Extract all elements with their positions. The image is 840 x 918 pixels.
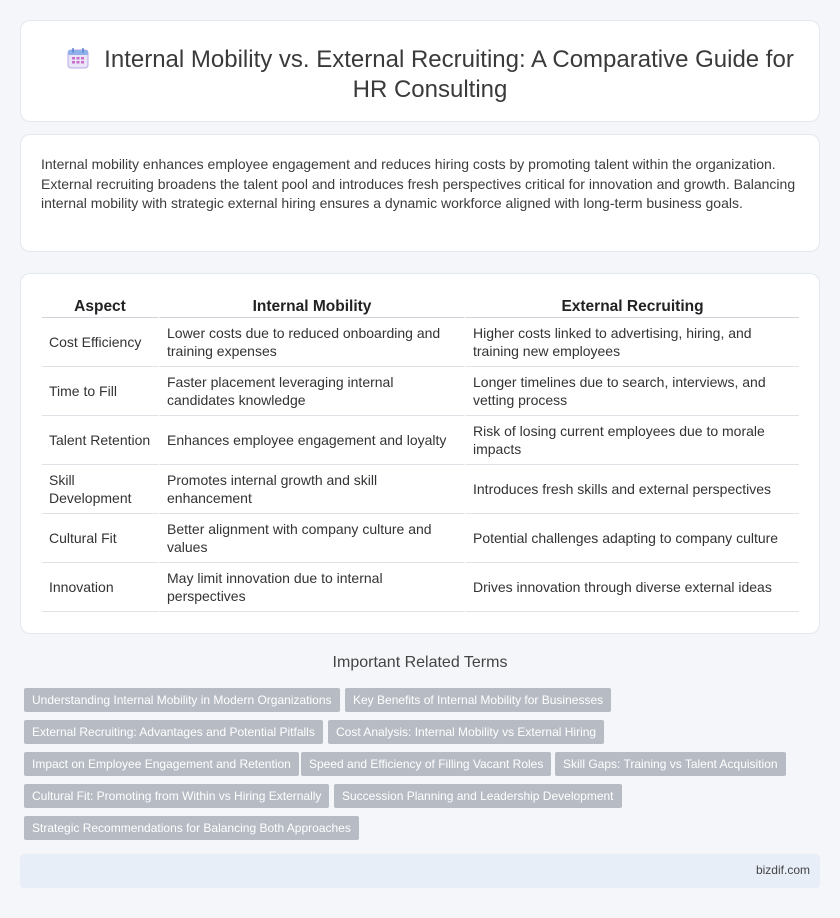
table-row [42,563,799,612]
cell-external: Risk of losing current employees due to morale impacts [464,416,799,465]
cell-external: Higher costs linked to advertising, hiring, and training new employees [464,318,799,367]
related-term-link[interactable]: Succession Planning and Leadership Development [334,784,622,808]
table-row [42,465,799,514]
calendar-icon [66,46,90,70]
cell-external: Potential challenges adapting to company culture [464,514,799,563]
cell-aspect: Talent Retention [42,416,158,465]
table-row [42,514,799,563]
cell-internal: May limit innovation due to internal perspectives [158,563,464,612]
related-term-link[interactable]: Impact on Employee Engagement and Retention [24,752,299,776]
cell-external: Introduces fresh skills and external perspectives [464,465,799,514]
footer [20,854,820,888]
related-term-link[interactable]: External Recruiting: Advantages and Potential Pitfalls [24,720,323,744]
header-internal: Internal Mobility [158,296,464,318]
related-terms-title: Important Related Terms [332,654,508,671]
related-term-link[interactable]: Key Benefits of Internal Mobility for Businesses [345,688,611,712]
comparison-card [20,273,820,634]
cell-internal: Lower costs due to reduced onboarding and training expenses [158,318,464,367]
header-card [20,20,820,122]
cell-external: Longer timelines due to search, interviews, and vetting process [464,367,799,416]
cell-internal: Faster placement leveraging internal candidates knowledge [158,367,464,416]
related-term-link[interactable]: Cultural Fit: Promoting from Within vs Hiring Externally [24,784,329,808]
table-row [42,416,799,465]
header-aspect: Aspect [42,296,158,318]
related-term-link[interactable]: Strategic Recommendations for Balancing Both Approaches [24,816,359,840]
cell-external: Drives innovation through diverse external ideas [464,563,799,612]
cell-aspect: Cultural Fit [42,514,158,563]
cell-aspect: Innovation [42,563,158,612]
table-row [42,318,799,367]
cell-internal: Better alignment with company culture and values [158,514,464,563]
table-header-row [42,296,799,318]
cell-internal: Enhances employee engagement and loyalty [158,416,464,465]
related-term-link[interactable]: Understanding Internal Mobility in Modern Organizations [24,688,340,712]
cell-aspect: Skill Development [42,465,158,514]
cell-internal: Promotes internal growth and skill enhancement [158,465,464,514]
footer-site[interactable]: bizdif.com [755,863,810,877]
table-row [42,367,799,416]
intro-card [20,134,820,252]
comparison-table [42,296,799,612]
page-title-wrap [61,45,799,105]
related-term-link[interactable]: Cost Analysis: Internal Mobility vs External Hiring [328,720,604,744]
page-title: Internal Mobility vs. External Recruiting: A Comparative Guide for HR Consulting [104,46,794,103]
header-external: External Recruiting [464,296,799,318]
related-term-link[interactable]: Speed and Efficiency of Filling Vacant Roles [301,752,551,776]
cell-aspect: Time to Fill [42,367,158,416]
cell-aspect: Cost Efficiency [42,318,158,367]
related-term-link[interactable]: Skill Gaps: Training vs Talent Acquisition [555,752,786,776]
intro-text: Internal mobility enhances employee engagement and reduces hiring costs by promoting talent within the organization. External recruiting broadens the talent pool and introduces fresh perspectives critical for innovation and growth. Balancing internal mobility with strategic external hiring ensures a dynamic workforce aligned with long-term business goals. [41,156,796,211]
